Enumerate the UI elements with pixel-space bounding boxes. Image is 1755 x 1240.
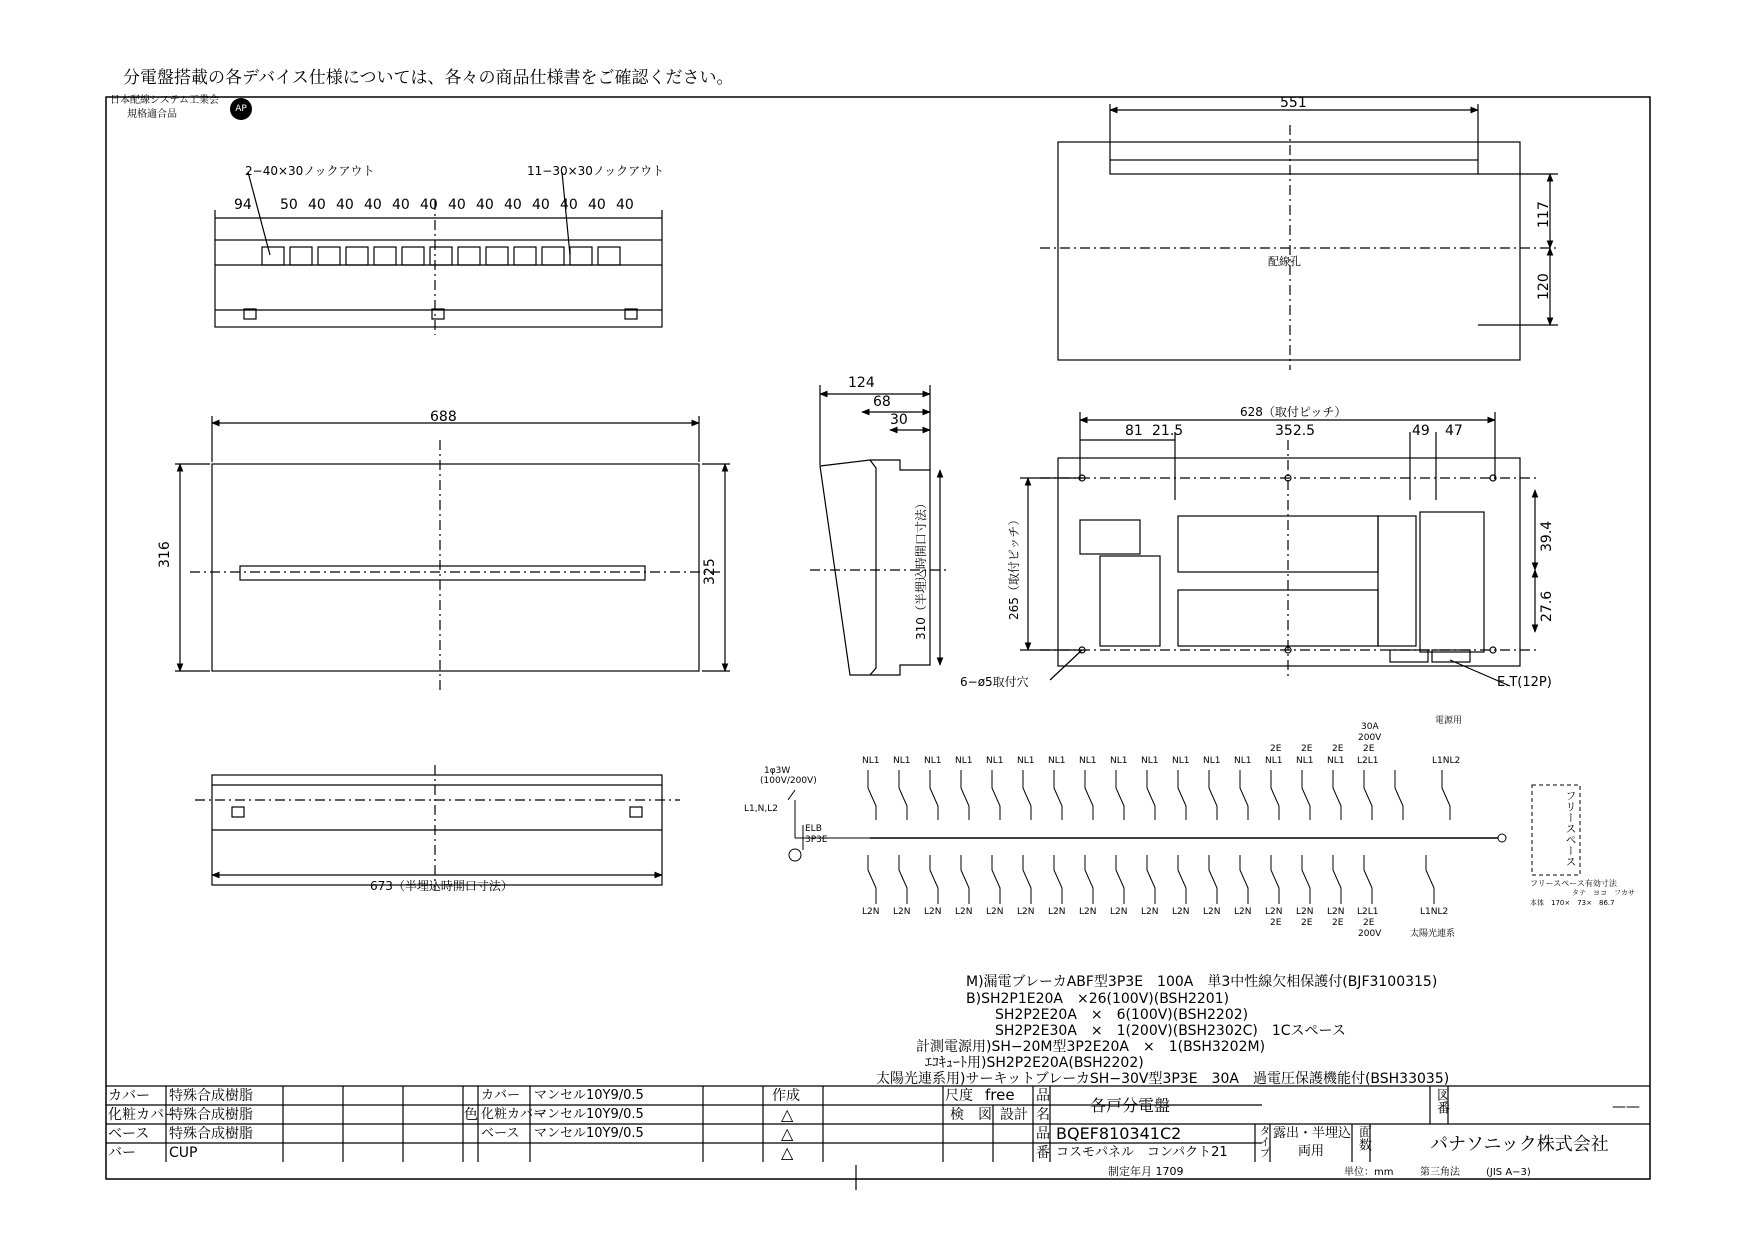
material-value: CUP bbox=[169, 1145, 198, 1161]
type-value-2: 両用 bbox=[1298, 1144, 1325, 1159]
drawing-no-value: —— bbox=[1612, 1099, 1640, 1115]
circuit-top-label: NL1 bbox=[1017, 756, 1035, 766]
circuit-bottom-label: L2N bbox=[955, 907, 973, 917]
circuit-top-label: NL1 bbox=[955, 756, 973, 766]
pitch-label: 40 bbox=[392, 197, 410, 213]
back-width-dim: 551 bbox=[1280, 95, 1307, 111]
free-space-box bbox=[1536, 790, 1576, 870]
made-label: 作成 bbox=[772, 1088, 800, 1104]
design-label: 設計 bbox=[1000, 1107, 1028, 1123]
inner-dim-352-5: 352.5 bbox=[1275, 423, 1316, 439]
knockout-left-label: 2−40×30ノックアウト bbox=[245, 164, 375, 178]
circuit-bottom-label: L2N bbox=[1172, 907, 1190, 917]
circuit-top-2e: 2E bbox=[1301, 744, 1313, 754]
circuit-bottom-l2l1: L2L1 bbox=[1357, 907, 1379, 917]
schematic bbox=[788, 770, 1580, 904]
circuit-bottom-l2l1: 200V bbox=[1358, 929, 1382, 939]
pitch-label: 40 bbox=[504, 197, 522, 213]
inner-dim-81: 81 bbox=[1125, 423, 1143, 439]
circuit-bottom-label: L2N bbox=[1203, 907, 1221, 917]
drawing-no-label-box bbox=[1432, 1088, 1448, 1124]
circuit-top-label: NL1 bbox=[1079, 756, 1097, 766]
pitch-label: 40 bbox=[476, 197, 494, 213]
product-name: 各戸分電盤 bbox=[1090, 1096, 1171, 1115]
circuit-top-label: NL1 bbox=[1203, 756, 1221, 766]
knockout-right-label: 11−30×30ノックアウト bbox=[527, 164, 665, 178]
color-value: マンセル10Y9/0.5 bbox=[534, 1088, 644, 1103]
side-opening-dim: 310（半埋込時開口寸法） bbox=[914, 497, 928, 640]
front-width-dim: 688 bbox=[430, 409, 457, 425]
circuit-top-label: NL1 bbox=[1048, 756, 1066, 766]
unit-label: 単位：mm bbox=[1344, 1167, 1394, 1178]
number-label: 番 bbox=[1036, 1145, 1050, 1161]
revision-mark: △ bbox=[781, 1143, 794, 1162]
association-compliance: 規格適合品 bbox=[127, 109, 177, 120]
inner-dim-upper: 39.4 bbox=[1539, 520, 1555, 552]
circuit-top-l2l1: L2L1 bbox=[1357, 756, 1379, 766]
circuit-top-2e-nl: NL1 bbox=[1265, 756, 1283, 766]
product-number: BQEF810341C2 bbox=[1056, 1124, 1182, 1143]
bottom-width-dim: 673（半埋込時開口寸法） bbox=[370, 879, 513, 893]
inner-view bbox=[1020, 412, 1540, 686]
back-lower-height-dim: 120 bbox=[1536, 273, 1552, 300]
color-part: カバー bbox=[481, 1088, 521, 1103]
drawing-frame bbox=[106, 97, 1650, 1179]
circuit-bottom-label: L2N bbox=[1141, 907, 1159, 917]
circuit-bottom-label: L2N bbox=[1017, 907, 1035, 917]
pitch-label: 40 bbox=[364, 197, 382, 213]
spec-line: M)漏電ブレーカABF型3P3E 100A 単3中性線欠相保護付(BJF3100315) bbox=[966, 974, 1438, 990]
back-center-label: 配線孔 bbox=[1268, 255, 1301, 268]
knockout-row bbox=[262, 247, 620, 265]
circuit-top-2e: 2E bbox=[1332, 744, 1344, 754]
supply-voltage-label: (100V/200V) bbox=[760, 776, 817, 786]
circuit-top-label: NL1 bbox=[924, 756, 942, 766]
spec-line: 太陽光連系用)サーキットブレーカSH−30V型3P3E 30A 過電圧保護機能付(BSH33035) bbox=[876, 1071, 1450, 1087]
pitch-label: 40 bbox=[560, 197, 578, 213]
circuit-bottom-label: L2N bbox=[1048, 907, 1066, 917]
material-value: 特殊合成樹脂 bbox=[169, 1088, 253, 1104]
page-notice: 分電盤搭載の各デバイス仕様については、各々の商品仕様書をご確認ください。 bbox=[123, 68, 734, 88]
pitch-label: 40 bbox=[308, 197, 326, 213]
free-space-note-3: 本体 170× 73× 86.7 bbox=[1530, 899, 1615, 907]
solar-label: 太陽光連系 bbox=[1410, 929, 1456, 939]
circuit-bottom-label: L2N bbox=[1234, 907, 1252, 917]
standard-label: (JIS A−3) bbox=[1486, 1167, 1531, 1178]
revision-mark: △ bbox=[781, 1105, 794, 1124]
circuit-top-l1nl2: L1NL2 bbox=[1432, 756, 1461, 766]
back-view bbox=[1040, 104, 1558, 370]
circuit-top-30a: 30A bbox=[1361, 722, 1379, 732]
elb-label: ELB bbox=[805, 824, 822, 834]
pitch-label: 40 bbox=[616, 197, 634, 213]
circuit-bottom-2e: L2N bbox=[1265, 907, 1283, 917]
color-part: 化粧カバー bbox=[481, 1107, 547, 1122]
mounting-holes-label: 6−ø5取付穴 bbox=[960, 675, 1029, 689]
circuit-top-label: NL1 bbox=[1172, 756, 1190, 766]
material-value: 特殊合成樹脂 bbox=[169, 1107, 253, 1123]
pitch-label: 40 bbox=[336, 197, 354, 213]
spec-line: ｴｺｷｭｰﾄ用)SH2P2E20A(BSH2202) bbox=[925, 1055, 1144, 1071]
spec-line: SH2P2E30A × 1(200V)(BSH2302C) 1Cスペース bbox=[995, 1023, 1346, 1039]
inner-dim-21-5: 21.5 bbox=[1152, 423, 1184, 439]
circuit-top-label: NL1 bbox=[1141, 756, 1159, 766]
inner-dim-47: 47 bbox=[1445, 423, 1463, 439]
line-label: L1,N,L2 bbox=[744, 804, 778, 814]
number-label: 品 bbox=[1036, 1126, 1050, 1142]
surface-label-box bbox=[1354, 1125, 1370, 1161]
material-part: バー bbox=[108, 1145, 136, 1161]
association-name: 日本配線システム工業会 bbox=[110, 95, 219, 106]
front-height-left-dim: 316 bbox=[157, 541, 173, 568]
circuit-bottom-label: L2N bbox=[924, 907, 942, 917]
top-pitch-row bbox=[230, 197, 634, 214]
company-name: パナソニック株式会社 bbox=[1430, 1134, 1609, 1155]
drawing-no-label: 図番 bbox=[1434, 1088, 1449, 1114]
spec-line: B)SH2P1E20A ×26(100V)(BSH2201) bbox=[966, 991, 1230, 1007]
material-part: 化粧カバー bbox=[108, 1107, 178, 1123]
pitch-label: 40 bbox=[448, 197, 466, 213]
free-space-label: フリースペース bbox=[1564, 790, 1577, 867]
circuit-bottom-2e: L2N bbox=[1296, 907, 1314, 917]
name-label: 名 bbox=[1036, 1107, 1050, 1123]
pitch-label: 94 bbox=[234, 197, 252, 213]
circuit-top-label: NL1 bbox=[1110, 756, 1128, 766]
circuit-top-2e: 2E bbox=[1270, 744, 1282, 754]
circuit-top-2e-nl: NL1 bbox=[1327, 756, 1345, 766]
title-block-grid bbox=[106, 1086, 1650, 1190]
inspect-label: 検 図 bbox=[950, 1107, 992, 1123]
issue-date: 制定年月 1709 bbox=[1108, 1165, 1184, 1178]
spec-line: 計測電源用)SH−20M型3P2E20A × 1(BSH3202M) bbox=[916, 1039, 1266, 1055]
supply-label: 1φ3W bbox=[764, 766, 791, 776]
inner-pitch-dim: 628（取付ピッチ） bbox=[1240, 405, 1347, 419]
projection-label: 第三角法 bbox=[1420, 1167, 1460, 1178]
circuit-top-label: NL1 bbox=[862, 756, 880, 766]
side-view bbox=[810, 385, 950, 675]
circuit-bottom-2e-sub: 2E bbox=[1332, 918, 1344, 928]
circuit-bottom-label: L2N bbox=[862, 907, 880, 917]
scale-label: 尺度 bbox=[945, 1088, 973, 1104]
circuit-top-label: NL1 bbox=[1234, 756, 1252, 766]
back-upper-height-dim: 117 bbox=[1536, 201, 1552, 228]
circuit-top-label: NL1 bbox=[893, 756, 911, 766]
side-depth-2-dim: 68 bbox=[873, 394, 891, 410]
circuit-bottom-label: L2N bbox=[893, 907, 911, 917]
material-part: ベース bbox=[108, 1126, 150, 1142]
spec-line: SH2P2E20A × 6(100V)(BSH2202) bbox=[995, 1007, 1249, 1023]
circuit-bottom-2e-sub: 2E bbox=[1270, 918, 1282, 928]
surface-label: 面数 bbox=[1356, 1125, 1371, 1151]
circuit-top-2e-nl: NL1 bbox=[1296, 756, 1314, 766]
type-value-1: 露出・半埋込 bbox=[1273, 1126, 1352, 1141]
color-value: マンセル10Y9/0.5 bbox=[534, 1126, 644, 1141]
name-label: 品 bbox=[1036, 1088, 1050, 1104]
circuit-top-label: NL1 bbox=[986, 756, 1004, 766]
side-depth-3-dim: 30 bbox=[890, 412, 908, 428]
circuit-top-30a: 200V bbox=[1358, 733, 1382, 743]
elb-type-label: 3P3E bbox=[805, 835, 828, 845]
circuit-bottom-label: L2N bbox=[1110, 907, 1128, 917]
side-depth-total-dim: 124 bbox=[848, 375, 875, 391]
circuit-bottom-label: L2N bbox=[986, 907, 1004, 917]
pitch-label: 40 bbox=[532, 197, 550, 213]
product-series: コスモパネル コンパクト21 bbox=[1056, 1145, 1228, 1160]
free-space-note-2: タテ ヨコ フカサ bbox=[1572, 889, 1635, 897]
pitch-label: 40 bbox=[420, 197, 438, 213]
circuit-bottom-l2l1: 2E bbox=[1363, 918, 1375, 928]
circuit-top-30a: 2E bbox=[1363, 744, 1375, 754]
inner-vertical-pitch-dim: 265（取付ピッチ） bbox=[1007, 513, 1021, 620]
circuit-bottom-l1nl2: L1NL2 bbox=[1420, 907, 1449, 917]
bottom-view bbox=[195, 765, 680, 893]
material-value: 特殊合成樹脂 bbox=[169, 1126, 253, 1142]
revision-mark: △ bbox=[781, 1124, 794, 1143]
color-value: マンセル10Y9/0.5 bbox=[534, 1107, 644, 1122]
type-label: タイプ bbox=[1258, 1125, 1271, 1158]
circuit-bottom-label: L2N bbox=[1079, 907, 1097, 917]
power-label: 電源用 bbox=[1435, 716, 1463, 726]
free-space-note-1: フリースペース有効寸法 bbox=[1530, 879, 1617, 888]
circuit-bottom-2e-sub: 2E bbox=[1301, 918, 1313, 928]
pitch-label: 40 bbox=[588, 197, 606, 213]
inner-dim-49: 49 bbox=[1412, 423, 1430, 439]
scale-value: free bbox=[985, 1086, 1015, 1104]
color-label: 色 bbox=[464, 1107, 478, 1123]
pitch-label: 50 bbox=[280, 197, 298, 213]
front-height-right-dim: 325 bbox=[702, 558, 718, 585]
et-terminal-label: E.T(12P) bbox=[1497, 675, 1552, 690]
inner-dim-lower: 27.6 bbox=[1539, 590, 1555, 622]
material-part: カバー bbox=[108, 1088, 150, 1104]
type-label-box bbox=[1256, 1125, 1270, 1161]
association-logo-text: AP bbox=[235, 104, 247, 114]
front-view bbox=[175, 416, 730, 690]
circuit-bottom-2e: L2N bbox=[1327, 907, 1345, 917]
color-part: ベース bbox=[481, 1126, 520, 1141]
